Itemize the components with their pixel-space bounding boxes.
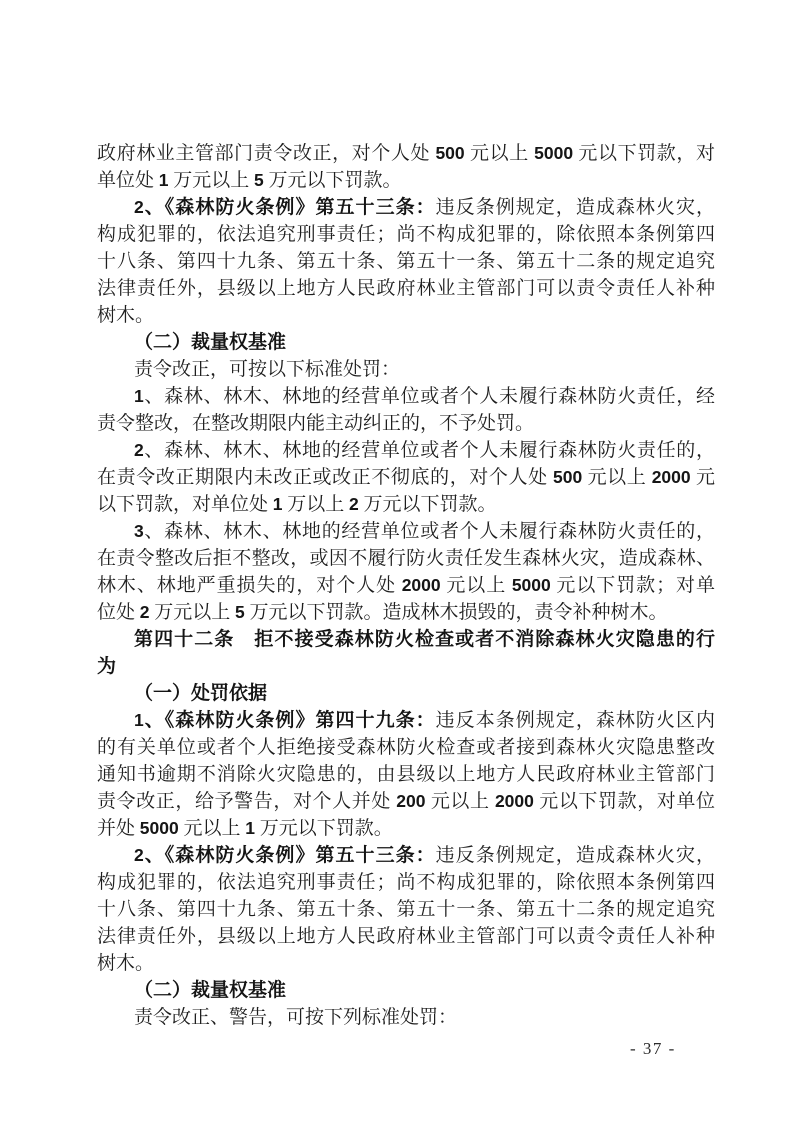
numeric-text: 500 (435, 143, 465, 163)
numeric-text: 5 (254, 170, 264, 190)
text-run: 的有关单位或者个人拒绝接受森林防火检查或者接到森林火灾隐患整改 (97, 737, 715, 758)
text-run: 法律责任外，县级以上地方人民政府林业主管部门可以责令责任人补种 (97, 926, 715, 947)
text-line (97, 761, 715, 788)
text-run: 并处 5000 元以上 1 万元以下罚款。 (97, 818, 393, 839)
document-body (97, 140, 715, 1031)
text-line (97, 194, 715, 221)
numeric-text: 1 (134, 710, 144, 730)
text-run: 在责令改正期限内未改正或改正不彻底的，对个人处 500 元以上 2000 元 (97, 467, 715, 488)
numeric-text: 5000 (511, 575, 551, 595)
text-line (97, 788, 715, 815)
text-run: 政府林业主管部门责令改正，对个人处 500 元以上 5000 元以下罚款，对 (97, 143, 715, 164)
text-run: 单位处 1 万元以上 5 万元以下罚款。 (97, 170, 402, 191)
numeric-text: 1 (134, 386, 144, 406)
text-line (97, 626, 715, 653)
numeric-text: 2 (134, 845, 144, 865)
bold-text-run: 第四十二条 拒不接受森林防火检查或者不消除森林火灾隐患的行 (134, 629, 715, 650)
text-line (97, 167, 715, 194)
text-run: 3、森林、林木、林地的经营单位或者个人未履行森林防火责任的， (134, 521, 715, 542)
bold-text-run: 1、《森林防火条例》第四十九条： (134, 710, 436, 731)
numeric-text: 2 (134, 440, 144, 460)
text-run: 树木。 (97, 953, 155, 974)
numeric-text: 2 (139, 602, 150, 622)
text-line (97, 302, 715, 329)
bold-text-run: （二）裁量权基准 (134, 332, 287, 353)
text-line (97, 329, 715, 356)
text-line (97, 275, 715, 302)
page-number: - 37 - (630, 1039, 676, 1058)
text-line (97, 869, 715, 896)
numeric-text: 2 (349, 494, 359, 514)
bold-text-run: 为 (97, 656, 117, 677)
text-run: 构成犯罪的，依法追究刑事责任；尚不构成犯罪的，除依照本条例第四 (97, 872, 715, 893)
text-run: 责令改正，给予警告，对个人并处 200 元以上 2000 元以下罚款，对单位 (97, 791, 715, 812)
bold-text-run: 2、《森林防火条例》第五十三条： (134, 197, 436, 218)
text-line (97, 545, 715, 572)
text-line (97, 680, 715, 707)
numeric-text: 3 (134, 521, 144, 541)
text-run: 违反本条例规定，森林防火区内 (435, 710, 715, 731)
numeric-text: 2000 (494, 791, 534, 811)
text-line (97, 707, 715, 734)
text-run: 2、森林、林木、林地的经营单位或者个人未履行森林防火责任的， (134, 440, 715, 461)
text-run: 责令整改，在整改期限内能主动纠正的，不予处罚。 (97, 413, 535, 434)
text-line (97, 815, 715, 842)
text-line (97, 653, 715, 680)
text-line (97, 734, 715, 761)
text-line (97, 383, 715, 410)
text-run: 法律责任外，县级以上地方人民政府林业主管部门可以责令责任人补种 (97, 278, 715, 299)
text-run: 林木、林地严重损失的，对个人处 2000 元以上 5000 元以下罚款；对单 (97, 575, 715, 596)
text-run: 违反条例规定，造成森林火灾， (435, 197, 715, 218)
numeric-text: 500 (553, 467, 583, 487)
text-line (97, 356, 715, 383)
text-line (97, 923, 715, 950)
text-run: 十八条、第四十九条、第五十条、第五十一条、第五十二条的规定追究 (97, 251, 715, 272)
text-run: 位处 2 万元以上 5 万元以下罚款。造成林木损毁的，责令补种树木。 (97, 602, 668, 623)
text-run: 责令改正、警告，可按下列标准处罚： (134, 1007, 458, 1028)
text-line (97, 977, 715, 1004)
text-run: 违反条例规定，造成森林火灾， (435, 845, 715, 866)
text-line (97, 896, 715, 923)
text-line (97, 842, 715, 869)
text-run: 以下罚款，对单位处 1 万以上 2 万元以下罚款。 (97, 494, 497, 515)
text-line (97, 464, 715, 491)
text-line (97, 1004, 715, 1031)
numeric-text: 1 (245, 818, 255, 838)
text-line (97, 221, 715, 248)
text-line (97, 518, 715, 545)
numeric-text: 200 (396, 791, 426, 811)
text-line (97, 410, 715, 437)
text-run: 构成犯罪的，依法追究刑事责任；尚不构成犯罪的，除依照本条例第四 (97, 224, 715, 245)
numeric-text: 5 (235, 602, 245, 622)
numeric-text: 2000 (401, 575, 441, 595)
bold-text-run: （二）裁量权基准 (134, 980, 287, 1001)
text-line (97, 950, 715, 977)
text-run: 树木。 (97, 305, 155, 326)
text-run: 通知书逾期不消除火灾隐患的，由县级以上地方人民政府林业主管部门 (97, 764, 715, 785)
numeric-text: 2 (134, 197, 144, 217)
numeric-text: 2000 (651, 467, 691, 487)
text-line (97, 437, 715, 464)
bold-text-run: （一）处罚依据 (134, 683, 268, 704)
text-line (97, 599, 715, 626)
numeric-text: 5000 (139, 818, 179, 838)
text-line (97, 491, 715, 518)
text-line (97, 572, 715, 599)
text-line (97, 140, 715, 167)
numeric-text: 5000 (534, 143, 574, 163)
text-run: 在责令整改后拒不整改，或因不履行防火责任发生森林火灾，造成森林、 (97, 548, 715, 569)
bold-text-run: 2、《森林防火条例》第五十三条： (134, 845, 436, 866)
numeric-text: 1 (272, 494, 283, 514)
text-run: 十八条、第四十九条、第五十条、第五十一条、第五十二条的规定追究 (97, 899, 715, 920)
text-run: 责令改正，可按以下标准处罚： (134, 359, 401, 380)
text-run: 1、森林、林木、林地的经营单位或者个人未履行森林防火责任，经 (134, 386, 715, 407)
text-line (97, 248, 715, 275)
numeric-text: 1 (158, 170, 169, 190)
